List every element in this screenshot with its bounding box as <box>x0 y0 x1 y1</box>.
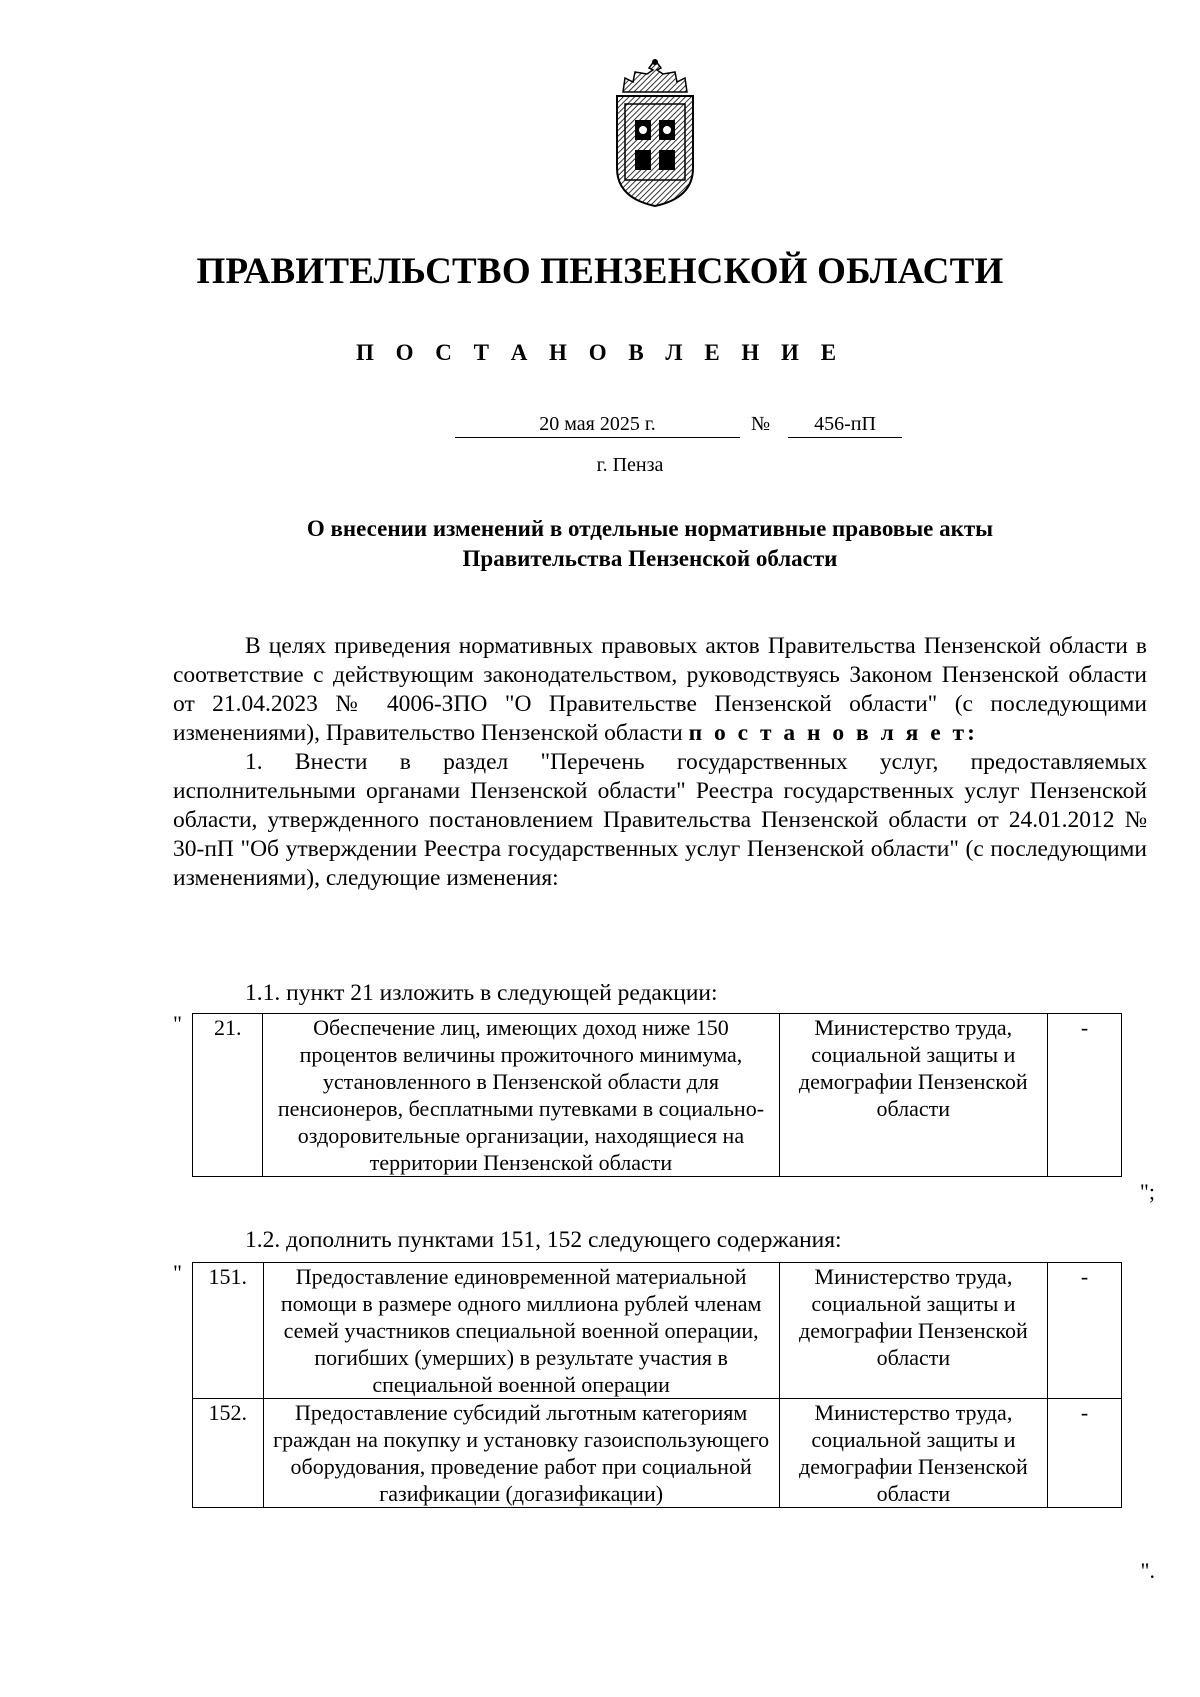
table-row <box>193 1399 1122 1508</box>
preamble-paragraph <box>173 632 1147 748</box>
responsible-organ: Министерство труда, социальной защиты и демографии Пензенской области <box>779 1014 1048 1177</box>
quote-close: "; <box>1139 1179 1155 1204</box>
extra-cell: - <box>1048 1263 1122 1399</box>
item-1-paragraph: 1. Внести в раздел "Перечень государственных услуг, предоставляемых исполнительными органами Пензенской области" Реестра государственных услуг Пензенской области, утвержденного постановлением Правительства Пензенской области от 24.01.2012 № 30-пП "Об утверждении Реестра государственных услуг Пензенской области" (с последующими изменениями), следующие изменения: <box>173 749 1147 891</box>
date-number-line <box>455 411 902 441</box>
table-row <box>193 1014 1122 1177</box>
document-body <box>173 632 1147 893</box>
preamble-text: В целях приведения нормативных правовых актов Правительства Пензенской области в соответствие с действующим законодательством, руководствуясь Законом Пензенской области от 21.04.2023 № 4006-ЗПО "О Правительстве Пензенской области" (с последующими изменениями), Правительство Пензенской области <box>173 633 1147 746</box>
row-number: 152. <box>193 1399 264 1508</box>
document-subject <box>170 514 1130 574</box>
number-sign: № <box>751 413 771 435</box>
item-1-2-intro: 1.2. дополнить пунктами 151, 152 следующего содержания: <box>245 1227 842 1253</box>
row-number: 151. <box>193 1263 264 1399</box>
item-1-1-table <box>192 1013 1122 1177</box>
extra-cell: - <box>1048 1014 1122 1177</box>
government-title: ПРАВИТЕЛЬСТВО ПЕНЗЕНСКОЙ ОБЛАСТИ <box>196 251 1004 292</box>
service-name: Обеспечение лиц, имеющих доход ниже 150 процентов величины прожиточного минимума, установленного в Пензенской области для пенсионеров, бесплатными путевками в социально-оздоровительные организации, находящиеся на территории Пензенской области <box>263 1014 779 1177</box>
responsible-organ: Министерство труда, социальной защиты и демографии Пензенской области <box>779 1263 1047 1399</box>
city: г. Пенза <box>596 454 664 476</box>
service-name: Предоставление субсидий льготным категориям граждан на покупку и установку газоиспользующего оборудования, проведение работ при социальной газификации (догазификации) <box>263 1399 779 1508</box>
subject-line-1: О внесении изменений в отдельные нормативные правовые акты <box>306 516 994 541</box>
service-name: Предоставление единовременной материальной помощи в размере одного миллиона рублей членам семей участников специальной военной операции, погибших (умерших) в результате участия в специальной военной операции <box>263 1263 779 1399</box>
quote-open: " <box>173 1260 182 1285</box>
document-number: 456-пП <box>788 411 902 438</box>
quote-close: ". <box>1140 1558 1155 1583</box>
document-type: П О С Т А Н О В Л Е Н И Е <box>355 340 845 365</box>
subject-line-2: Правительства Пензенской области <box>462 546 838 571</box>
item-1-1-table-block <box>173 1013 1155 1213</box>
table-row <box>193 1263 1122 1399</box>
decree-word: п о с т а н о в л я е т: <box>688 720 978 746</box>
item-1-2-table-block <box>173 1262 1155 1582</box>
document-date: 20 мая 2025 г. <box>455 411 740 438</box>
item-1-1-intro: 1.1. пункт 21 изложить в следующей редакции: <box>245 980 718 1006</box>
item-1-2-table <box>192 1262 1122 1508</box>
row-number: 21. <box>193 1014 263 1177</box>
responsible-organ: Министерство труда, социальной защиты и демографии Пензенской области <box>779 1399 1047 1508</box>
coat-of-arms-emblem <box>605 58 705 210</box>
extra-cell: - <box>1048 1399 1122 1508</box>
quote-open: " <box>173 1011 182 1036</box>
